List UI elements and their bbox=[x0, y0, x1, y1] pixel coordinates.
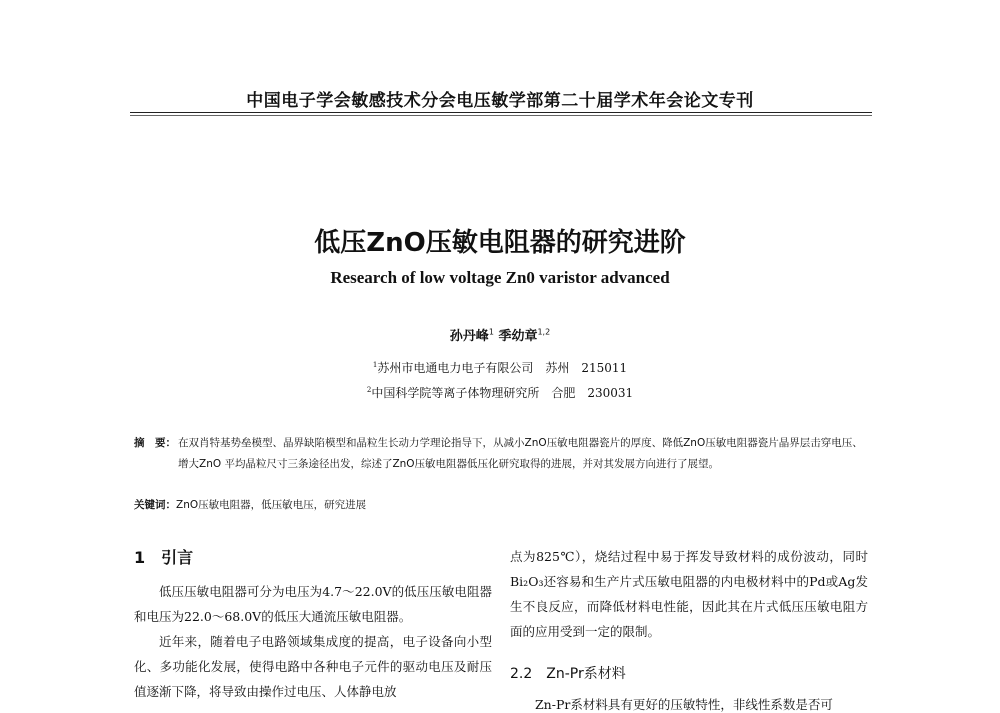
author-1-affil: 1 bbox=[488, 327, 494, 337]
keywords-text: ZnO压敏电阻器，低压敏电压，研究进展 bbox=[176, 499, 367, 511]
section-1-title: 1 引言 bbox=[134, 548, 194, 567]
keywords bbox=[134, 497, 870, 512]
author-line bbox=[0, 325, 1000, 344]
author-2: 季幼章 bbox=[498, 329, 538, 344]
header-rule-top bbox=[130, 112, 872, 113]
left-column bbox=[134, 579, 492, 704]
header-rule-bottom bbox=[130, 115, 872, 116]
truncated-line: Zn-Pr系材料具有更好的压敏特性，非线性系数是否可 bbox=[535, 697, 833, 712]
keywords-label: 关键词： bbox=[134, 499, 176, 511]
right-column bbox=[510, 544, 868, 644]
paragraph: 点为825℃），烧结过程中易于挥发导致材料的成份波动，同时Bi₂O₃还容易和生产片式压敏电阻器的内电极材料中的Pd或Ag发生不良反应，而降低材料电性能，因此其在片式低压压敏电阻方面的应用受到一定的限制。 bbox=[510, 549, 868, 639]
paper-title-cn: 低压ZnO压敏电阻器的研究进阶 bbox=[314, 228, 686, 258]
affiliation-1: $^1$苏州市电通电力电子有限公司 苏州 215011 bbox=[372, 361, 628, 375]
abstract bbox=[134, 433, 870, 475]
author-2-affil: 1,2 bbox=[537, 327, 551, 337]
paragraph: 低压压敏电阻器可分为电压为4.7～22.0V的低压压敏电阻器和电压为22.0～68.0V的低压大通流压敏电阻器。 bbox=[134, 584, 492, 624]
subsection-2-2-title: 2.2 Zn-Pr系材料 bbox=[510, 666, 626, 682]
author-1: 孙丹峰 bbox=[449, 329, 489, 344]
paper-title-en: Research of low voltage Zn0 varistor advanced bbox=[330, 268, 670, 287]
paragraph: 近年来，随着电子电路领域集成度的提高，电子设备向小型化、多功能化发展，使得电路中各种电子元件的驱动电压及耐压值逐渐下降，将导致由操作过电压、人体静电放 bbox=[134, 634, 492, 699]
journal-header: 中国电子学会敏感技术分会电压敏学部第二十届学术年会论文专刊 bbox=[246, 91, 754, 111]
abstract-label: 摘 要： bbox=[134, 437, 176, 449]
abstract-text: 在双肖特基势垒模型、晶界缺陷模型和晶粒生长动力学理论指导下，从减小ZnO压敏电阻器瓷片的厚度、降低ZnO压敏电阻器瓷片晶界层击穿电压、增大ZnO 平均晶粒尺寸三条途径出发，综述了ZnO压敏电阻器低压化研究取得的进展，并对其发展方向进行了展望。 bbox=[178, 437, 863, 470]
affiliation-2: $^2$中国科学院等离子体物理研究所 合肥 230031 bbox=[366, 386, 634, 400]
